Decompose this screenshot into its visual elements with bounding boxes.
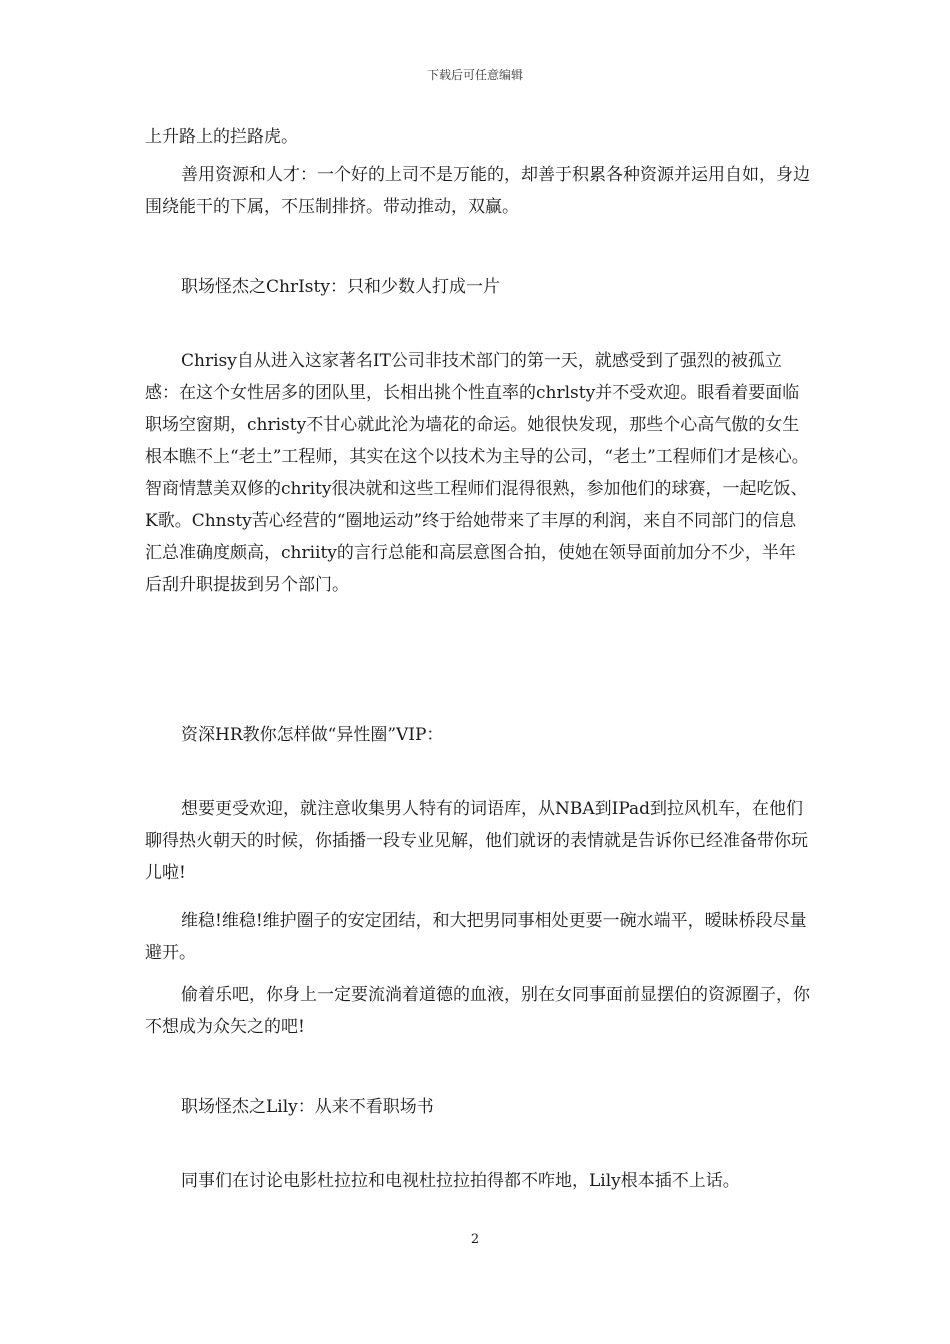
section-heading-christy: 职场怪杰之ChrIsty：只和少数人打成一片 — [181, 277, 500, 297]
page-number: 2 — [470, 1232, 480, 1247]
section-heading-lily: 职场怪杰之Lily：从来不看职场书 — [181, 1097, 434, 1117]
paragraph-tip-stability: 维稳!维稳!维护圈子的安定团结，和大把男同事相处更要一碗水端平，暧昧桥段尽量避开。 — [145, 911, 807, 963]
paragraph-resources: 善用资源和人才：一个好的上司不是万能的，却善于积累各种资源并运用自如，身边围绕能干的下属，不压制排挤。带动推动，双赢。 — [145, 165, 810, 217]
page-header: 下载后可任意编辑 — [426, 68, 523, 82]
section-heading-hr-tips: 资深HR教你怎样做“异性圈”VIP： — [181, 725, 444, 745]
paragraph-tip-morality: 偷着乐吧，你身上一定要流淌着道德的血液，别在女同事面前显摆伯的资源圈子，你不想成为众矢之的吧! — [145, 985, 810, 1037]
paragraph-continuation: 上升路上的拦路虎。 — [145, 127, 298, 147]
paragraph-christy-story: Chrisy自从进入这家著名IT公司非技术部门的第一天，就感受到了强烈的被孤立感：在这个女性居多的团队里，长相出挑个性直率的chrlsty并不受欢迎。眼看着要面临职场空窗期，christy不甘心就此沦为墙花的命运。她很快发现，那些个心高气傲的女生根本瞧不上“老土”工程师，其实在这个以技术为主导的公司，“老土”工程师们才是核心。智商情慧美双修的chrity很决就和这些工程师们混得很熟，参加他们的球赛，一起吃饭、K歌。Chnsty苦心经营的“圈地运动”终于给她带来了丰厚的利润，来自不同部门的信息汇总准确度颇高，chriity的言行总能和高层意图合拍，使她在领导面前加分不少，半年后刮升职提拔到另个部门。 — [145, 351, 809, 595]
paragraph-tip-vocabulary: 想要更受欢迎，就注意收集男人特有的词语库，从NBA到IPad到拉风机车，在他们聊得热火朝天的时候，你插播一段专业见解，他们就讶的表情就是告诉你已经准备带你玩儿啦! — [145, 799, 808, 883]
paragraph-lily-story: 同事们在讨论电影杜拉拉和电视杜拉拉拍得都不咋地，Lily根本插不上话。 — [181, 1171, 740, 1191]
